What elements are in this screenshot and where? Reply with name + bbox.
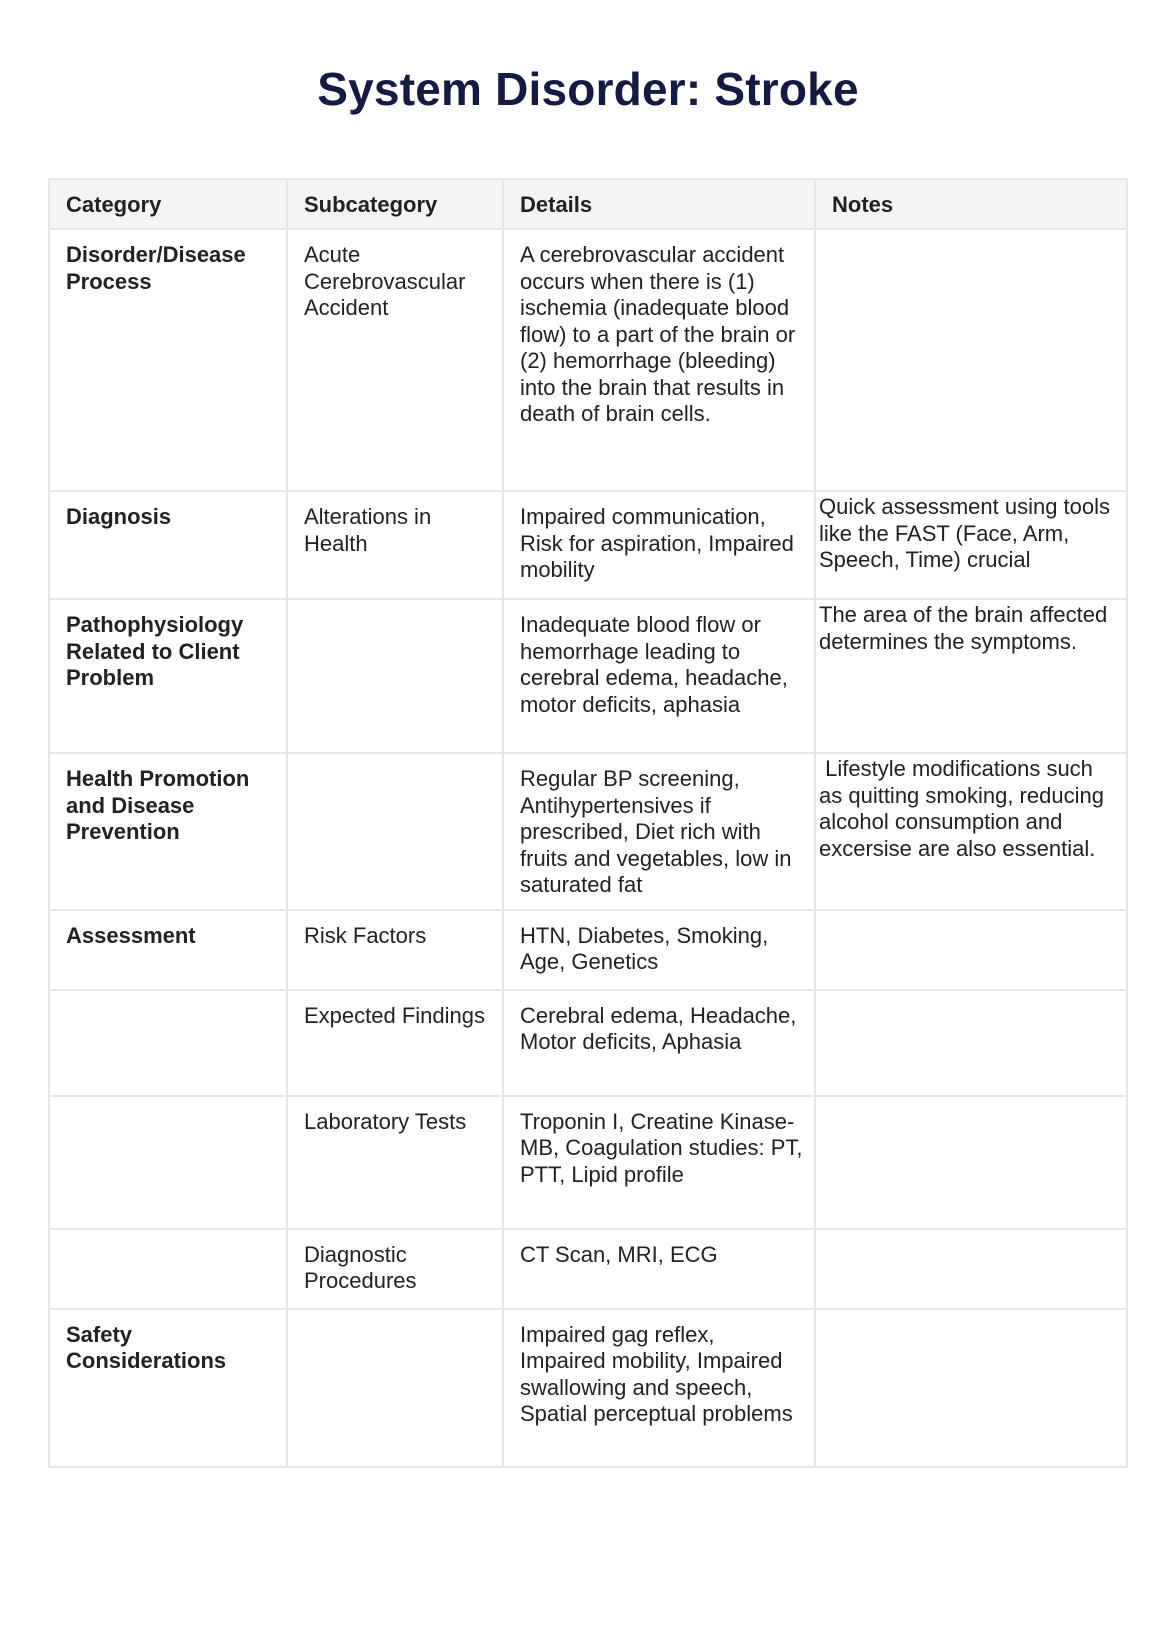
table-row	[49, 1229, 1127, 1309]
cell-notes: Lifestyle modifications such as quitting smoking, reducing alcohol consumption and excersise are also essential.	[815, 753, 1127, 910]
table-row	[49, 229, 1127, 491]
header-category: Category	[49, 179, 287, 229]
cell-notes: The area of the brain affected determines the symptoms.	[815, 599, 1127, 753]
cell-subcategory: Risk Factors	[287, 910, 503, 990]
cell-notes	[815, 910, 1127, 990]
header-details: Details	[503, 179, 815, 229]
cell-category	[49, 990, 287, 1096]
cell-subcategory: Alterations in Health	[287, 491, 503, 599]
header-subcategory: Subcategory	[287, 179, 503, 229]
cell-subcategory: Laboratory Tests	[287, 1096, 503, 1229]
cell-category	[49, 1229, 287, 1309]
table-row	[49, 910, 1127, 990]
header-notes: Notes	[815, 179, 1127, 229]
page-title: System Disorder: Stroke	[317, 63, 859, 115]
cell-subcategory: Expected Findings	[287, 990, 503, 1096]
cell-subcategory: Diagnostic Procedures	[287, 1229, 503, 1309]
cell-subcategory	[287, 1309, 503, 1467]
cell-notes	[815, 1229, 1127, 1309]
cell-subcategory	[287, 599, 503, 753]
cell-category: Disorder/Disease Process	[49, 229, 287, 491]
cell-details: Troponin I, Creatine Kinase-MB, Coagulation studies: PT, PTT, Lipid profile	[503, 1096, 815, 1229]
stroke-care-table	[48, 178, 1128, 1468]
table-row	[49, 491, 1127, 599]
cell-details: HTN, Diabetes, Smoking, Age, Genetics	[503, 910, 815, 990]
table-row	[49, 599, 1127, 753]
cell-notes: Quick assessment using tools like the FAST (Face, Arm, Speech, Time) crucial	[815, 491, 1127, 599]
cell-notes	[815, 1309, 1127, 1467]
cell-category: Pathophysiology Related to Client Problem	[49, 599, 287, 753]
cell-notes	[815, 229, 1127, 491]
cell-notes	[815, 990, 1127, 1096]
cell-category: Diagnosis	[49, 491, 287, 599]
cell-details: Impaired gag reflex, Impaired mobility, Impaired swallowing and speech, Spatial perceptual problems	[503, 1309, 815, 1467]
cell-details: Regular BP screening, Antihypertensives if prescribed, Diet rich with fruits and vegetables, low in saturated fat	[503, 753, 815, 910]
cell-notes	[815, 1096, 1127, 1229]
table-header-row	[49, 179, 1127, 229]
table-row	[49, 1309, 1127, 1467]
cell-details: Inadequate blood flow or hemorrhage leading to cerebral edema, headache, motor deficits, aphasia	[503, 599, 815, 753]
cell-details: Impaired communication, Risk for aspiration, Impaired mobility	[503, 491, 815, 599]
cell-category: Safety Considerations	[49, 1309, 287, 1467]
cell-details: A cerebrovascular accident occurs when there is (1) ischemia (inadequate blood flow) to a part of the brain or (2) hemorrhage (bleeding) into the brain that results in death of brain cells.	[503, 229, 815, 491]
table-row	[49, 990, 1127, 1096]
table-row	[49, 753, 1127, 910]
cell-category: Health Promotion and Disease Prevention	[49, 753, 287, 910]
cell-details: CT Scan, MRI, ECG	[503, 1229, 815, 1309]
cell-details: Cerebral edema, Headache, Motor deficits, Aphasia	[503, 990, 815, 1096]
cell-category: Assessment	[49, 910, 287, 990]
table-row	[49, 1096, 1127, 1229]
cell-subcategory	[287, 753, 503, 910]
cell-category	[49, 1096, 287, 1229]
cell-subcategory: Acute Cerebrovascular Accident	[287, 229, 503, 491]
